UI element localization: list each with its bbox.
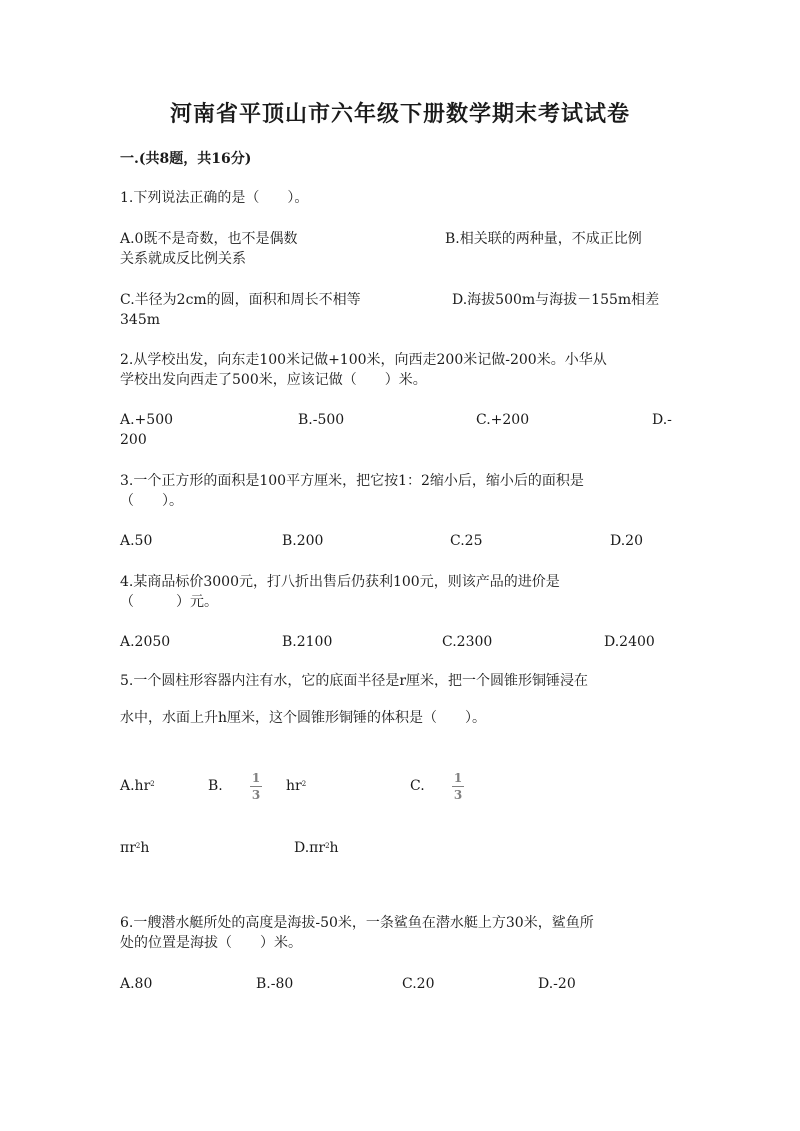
q2-option-d: D.-	[652, 412, 672, 428]
q6-option-a: A.80	[120, 976, 153, 992]
q1-option-d-cont: 345m	[120, 312, 160, 328]
q5-option-c-fraction	[452, 771, 464, 802]
q3-stem-cont: （ ）。	[120, 493, 183, 509]
q2-stem: 2.从学校出发，向东走100米记做+100米，向西走200米记做-200米。小华从	[120, 352, 607, 368]
q5-option-d-term: D.πr	[294, 840, 326, 856]
q5-option-d-height: h	[329, 840, 339, 856]
q6-option-b: B.-80	[256, 976, 294, 992]
q5-option-b-text	[286, 776, 306, 796]
q5-option-b-term: hr	[286, 778, 302, 794]
q6-stem: 6.一艘潜水艇所处的高度是海拔-50米，一条鲨鱼在潜水艇上方30米，鲨鱼所	[120, 915, 594, 931]
q5-option-b-fraction-denominator: 3	[251, 788, 261, 802]
q5-option-c-exponent: 2	[135, 842, 141, 850]
q1-option-a: A.0既不是奇数，也不是偶数	[120, 231, 298, 247]
q4-option-a: A.2050	[120, 634, 171, 650]
q6-option-c: C.20	[402, 976, 435, 992]
q5-option-a-text: A.hr	[120, 778, 151, 794]
q1-stem: 1.下列说法正确的是（ ）。	[120, 190, 309, 206]
q5-option-c-height: h	[140, 840, 150, 856]
q5-option-d	[294, 838, 339, 858]
q5-option-c-label: C.	[410, 778, 425, 794]
q1-option-d: D.海拔500m与海拔－155m相差	[452, 292, 660, 308]
q3-option-c: C.25	[450, 533, 483, 549]
q2-option-d-cont: 200	[120, 432, 147, 448]
q5-option-c-fraction-denominator: 3	[453, 788, 463, 802]
q5-option-b-fraction-bar	[250, 786, 262, 787]
q4-stem-cont: （ ）元。	[120, 594, 218, 610]
q2-stem-cont: 学校出发向西走了500米，应该记做（ ）米。	[120, 372, 427, 388]
q5-option-d-exponent: 2	[325, 842, 330, 850]
q5-option-c-cont	[120, 838, 149, 858]
q3-stem: 3.一个正方形的面积是100平方厘米，把它按1：2缩小后，缩小后的面积是	[120, 473, 584, 489]
q5-option-b-exponent: 2	[301, 780, 307, 788]
q2-option-c: C.+200	[476, 412, 530, 428]
q5-stem: 5.一个圆柱形容器内注有水，它的底面半径是r厘米，把一个圆锥形铜锤浸在	[120, 673, 589, 689]
q4-option-b: B.2100	[282, 634, 333, 650]
q5-option-a-exponent: 2	[150, 780, 155, 788]
q4-option-d: D.2400	[604, 634, 655, 650]
q5-option-b-label: B.	[208, 778, 223, 794]
q5-option-c-fraction-bar	[452, 786, 464, 787]
q6-option-d: D.-20	[538, 976, 576, 992]
q3-option-a: A.50	[120, 533, 153, 549]
q5-option-b-fraction-numerator: 1	[251, 771, 261, 785]
q4-stem: 4.某商品标价3000元，打八折出售后仍获利100元，则该产品的进价是	[120, 574, 560, 590]
q5-option-c-term: πr	[120, 840, 136, 856]
q1-option-c: C.半径为2cm的圆，面积和周长不相等	[120, 292, 361, 308]
section-heading: 一.(共8题，共16分)	[120, 151, 252, 167]
q5-option-c-fraction-numerator: 1	[453, 771, 463, 785]
q6-stem-cont: 处的位置是海拔（ ）米。	[120, 935, 302, 951]
q3-option-d: D.20	[610, 533, 643, 549]
q1-option-b: B.相关联的两种量，不成正比例	[445, 231, 642, 247]
q2-option-a: A.+500	[120, 412, 174, 428]
q2-option-b: B.-500	[298, 412, 345, 428]
q3-option-b: B.200	[282, 533, 324, 549]
q4-option-c: C.2300	[442, 634, 493, 650]
q5-option-a	[120, 776, 155, 796]
q1-option-b-cont: 关系就成反比例关系	[120, 251, 246, 267]
page-title: 河南省平顶山市六年级下册数学期末考试试卷	[169, 101, 630, 127]
q5-option-b-fraction	[250, 771, 262, 802]
q5-stem-cont: 水中，水面上升h厘米，这个圆锥形铜锤的体积是（ ）。	[120, 710, 487, 726]
